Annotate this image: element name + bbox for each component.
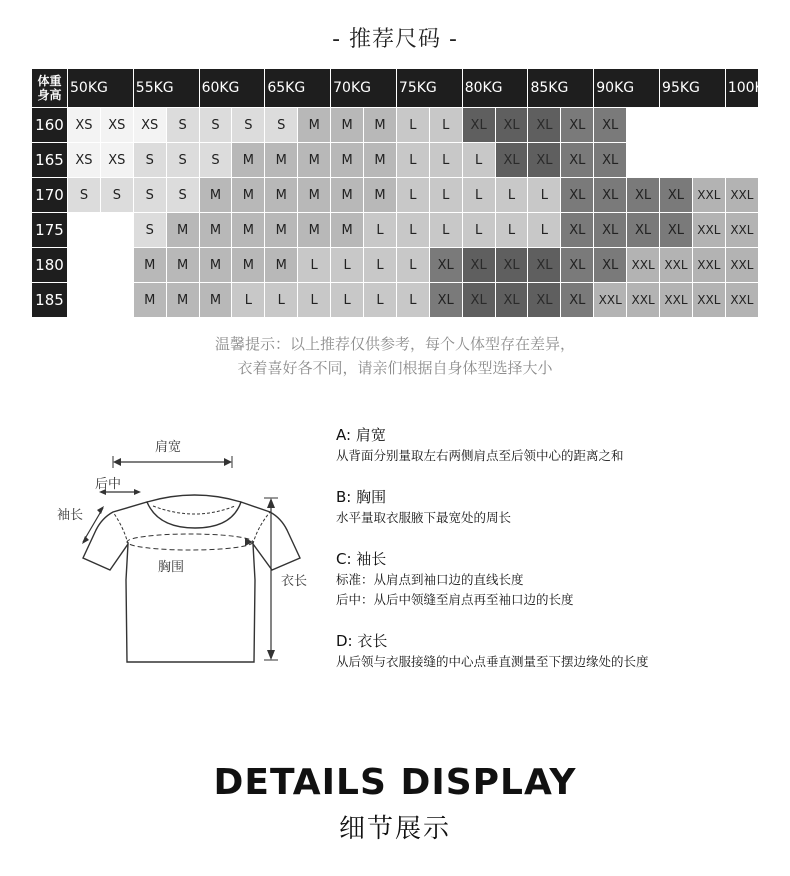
definition-length [336, 630, 776, 672]
note-line-2: 衣着喜好各不同，请亲们根据自身体型选择大小 [237, 359, 553, 377]
size-cell: XL [495, 143, 528, 178]
page-title: - 推荐尺码 - [332, 27, 458, 52]
definition-chest [336, 486, 776, 528]
size-cell: M [265, 248, 298, 283]
height-label: 180 [32, 248, 68, 283]
size-cell: XL [429, 283, 462, 318]
size-cell: S [68, 178, 101, 213]
definition-title: D: 衣长 [336, 632, 388, 650]
size-cell: XL [561, 213, 594, 248]
size-row [32, 178, 759, 213]
size-cell: L [298, 283, 331, 318]
definition-title: B: 胸围 [336, 488, 387, 506]
size-cell: XXL [725, 283, 758, 318]
size-cell: M [166, 283, 199, 318]
size-cell: L [429, 213, 462, 248]
size-cell: XXL [725, 178, 758, 213]
definition-title: A: 肩宽 [336, 426, 386, 444]
size-cell: S [133, 143, 166, 178]
height-label: 160 [32, 108, 68, 143]
corner-height-label: 身高 [37, 88, 62, 102]
size-cell: XXL [725, 213, 758, 248]
size-cell: XXL [627, 248, 660, 283]
size-cell: S [199, 108, 232, 143]
size-cell: L [396, 248, 429, 283]
size-cell: S [232, 108, 265, 143]
size-cell: M [265, 213, 298, 248]
weight-header: 70KG [331, 69, 397, 108]
shoulder-label: 肩宽 [155, 440, 182, 455]
size-cell [660, 143, 693, 178]
size-cell: L [462, 143, 495, 178]
size-cell: M [364, 178, 397, 213]
size-cell: M [199, 213, 232, 248]
size-row [32, 283, 759, 318]
size-cell: XXL [725, 248, 758, 283]
size-cell: M [232, 178, 265, 213]
size-cell: L [265, 283, 298, 318]
size-cell: M [199, 283, 232, 318]
size-cell: L [396, 143, 429, 178]
length-label: 衣长 [281, 574, 308, 589]
size-row [32, 108, 759, 143]
size-cell: XL [528, 143, 561, 178]
size-row [32, 213, 759, 248]
size-cell: L [396, 108, 429, 143]
size-cell: L [429, 108, 462, 143]
weight-header: 50KG [68, 69, 134, 108]
size-cell: L [495, 213, 528, 248]
size-cell: S [166, 108, 199, 143]
weight-header-row [32, 69, 759, 108]
size-cell: XXL [660, 248, 693, 283]
size-cell: XL [594, 108, 627, 143]
size-cell [627, 108, 660, 143]
weight-header: 60KG [199, 69, 265, 108]
size-cell: S [133, 213, 166, 248]
weight-header: 85KG [528, 69, 594, 108]
details-subheading: 细节展示 [338, 814, 451, 844]
definition-text: 后中：从后中领缝至肩点再至袖口边的长度 [336, 592, 574, 607]
size-cell: XXL [627, 283, 660, 318]
size-cell: S [133, 178, 166, 213]
height-label: 175 [32, 213, 68, 248]
size-cell: L [364, 213, 397, 248]
size-cell: M [265, 178, 298, 213]
size-cell: XL [495, 248, 528, 283]
size-cell: S [199, 143, 232, 178]
size-cell: M [298, 213, 331, 248]
size-cell: XL [627, 213, 660, 248]
sleeve-label: 袖长 [57, 508, 84, 523]
size-cell: XXL [692, 213, 725, 248]
weight-header: 75KG [396, 69, 462, 108]
size-cell: L [462, 178, 495, 213]
weight-header: 90KG [594, 69, 660, 108]
size-cell: XXL [692, 178, 725, 213]
definition-sleeve [336, 548, 776, 610]
size-cell: XL [462, 108, 495, 143]
size-cell: L [232, 283, 265, 318]
size-cell: XL [528, 283, 561, 318]
size-cell: XL [495, 283, 528, 318]
size-cell: XS [100, 108, 133, 143]
height-label: 170 [32, 178, 68, 213]
size-cell: M [298, 178, 331, 213]
size-row [32, 248, 759, 283]
size-cell: M [232, 213, 265, 248]
size-cell: XL [594, 178, 627, 213]
size-cell [725, 143, 758, 178]
size-cell: XS [100, 143, 133, 178]
size-cell: L [495, 178, 528, 213]
size-cell: S [166, 178, 199, 213]
size-table [31, 68, 775, 318]
size-cell: M [331, 108, 364, 143]
size-cell: S [100, 178, 133, 213]
size-cell: XL [561, 143, 594, 178]
size-cell: M [232, 143, 265, 178]
size-cell: XS [133, 108, 166, 143]
size-cell: XL [462, 248, 495, 283]
definition-text: 标准：从肩点到袖口边的直线长度 [336, 572, 524, 587]
size-cell: XL [561, 108, 594, 143]
note-line-1: 温馨提示：以上推荐仅供参考，每个人体型存在差异， [214, 335, 575, 353]
size-cell: XXL [692, 248, 725, 283]
size-cell: XL [495, 108, 528, 143]
size-cell [725, 108, 758, 143]
size-cell: L [528, 178, 561, 213]
size-cell: M [331, 143, 364, 178]
tshirt-diagram [55, 430, 325, 670]
size-cell: M [298, 108, 331, 143]
size-cell: XL [660, 178, 693, 213]
details-heading: DETAILS DISPLAY [213, 762, 577, 803]
weight-header: 80KG [462, 69, 528, 108]
measurement-definitions [336, 424, 776, 692]
size-cell [627, 143, 660, 178]
size-cell: XL [594, 213, 627, 248]
size-cell [100, 283, 133, 318]
definition-text: 从后领与衣服接缝的中心点垂直测量至下摆边缘处的长度 [336, 654, 649, 669]
size-cell: XL [561, 283, 594, 318]
tshirt-illustration [55, 430, 325, 670]
size-cell: M [133, 248, 166, 283]
size-cell [68, 248, 101, 283]
size-cell: XS [68, 143, 101, 178]
size-cell: XL [627, 178, 660, 213]
size-cell: L [396, 283, 429, 318]
size-cell: M [166, 213, 199, 248]
height-label: 185 [32, 283, 68, 318]
height-label: 165 [32, 143, 68, 178]
weight-header: 100KG [725, 69, 758, 108]
back-center-label: 后中 [95, 477, 122, 492]
size-cell: XL [594, 248, 627, 283]
size-cell: M [364, 143, 397, 178]
size-cell: XL [462, 283, 495, 318]
size-chart [31, 68, 775, 318]
definition-shoulder [336, 424, 776, 466]
size-cell: L [331, 248, 364, 283]
size-cell: M [232, 248, 265, 283]
size-cell: M [199, 248, 232, 283]
definition-text: 水平量取衣服腋下最宽处的周长 [336, 510, 512, 525]
size-cell [660, 108, 693, 143]
definition-text: 从背面分别量取左右两侧肩点至后领中心的距离之和 [336, 448, 624, 463]
size-cell: XL [429, 248, 462, 283]
corner-label [32, 69, 68, 108]
size-cell: XL [561, 178, 594, 213]
size-cell [692, 108, 725, 143]
size-cell: XXL [692, 283, 725, 318]
size-cell: M [298, 143, 331, 178]
size-cell: L [364, 248, 397, 283]
size-cell: L [331, 283, 364, 318]
size-cell: XXL [660, 283, 693, 318]
size-cell: XXL [594, 283, 627, 318]
size-cell: L [396, 213, 429, 248]
definition-title: C: 袖长 [336, 550, 387, 568]
size-note [0, 332, 790, 380]
size-cell [68, 213, 101, 248]
weight-header: 55KG [133, 69, 199, 108]
size-cell: XL [528, 248, 561, 283]
size-cell: S [166, 143, 199, 178]
size-cell: L [298, 248, 331, 283]
size-cell: M [133, 283, 166, 318]
size-row [32, 143, 759, 178]
weight-header: 95KG [660, 69, 726, 108]
corner-weight-label: 体重 [37, 74, 62, 88]
size-cell: L [528, 213, 561, 248]
size-cell [692, 143, 725, 178]
size-cell: M [166, 248, 199, 283]
size-cell: L [462, 213, 495, 248]
size-cell: XL [561, 248, 594, 283]
size-cell: XL [594, 143, 627, 178]
size-cell: XL [528, 108, 561, 143]
size-cell: M [199, 178, 232, 213]
size-cell: L [429, 143, 462, 178]
size-cell: L [364, 283, 397, 318]
chest-label: 胸围 [158, 560, 185, 575]
size-cell: XS [68, 108, 101, 143]
size-cell: L [429, 178, 462, 213]
size-cell: M [265, 143, 298, 178]
size-cell [100, 213, 133, 248]
size-cell: M [364, 108, 397, 143]
size-cell [68, 283, 101, 318]
size-cell: M [331, 213, 364, 248]
size-cell: S [265, 108, 298, 143]
weight-header: 65KG [265, 69, 331, 108]
size-cell [100, 248, 133, 283]
size-cell: L [396, 178, 429, 213]
size-cell: XL [660, 213, 693, 248]
size-cell: M [331, 178, 364, 213]
